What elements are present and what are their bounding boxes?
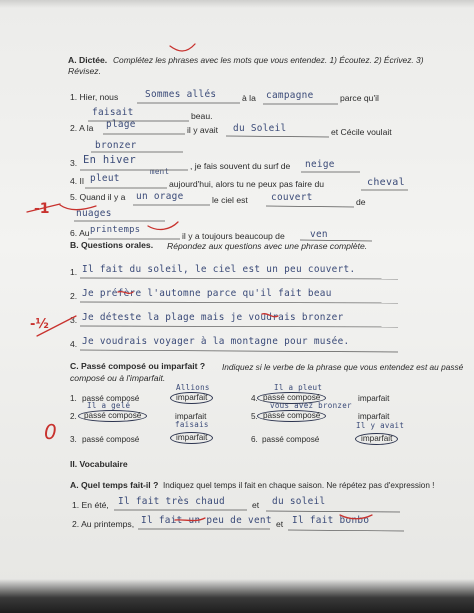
dictee-2-mid-2: et Cécile voulait [331, 127, 392, 137]
section-a-heading: A. Dictée. [68, 55, 108, 65]
dictee-5-prefix: 5. Quand il y a [70, 192, 126, 202]
dictee-4-answer-1: pleut [90, 173, 120, 184]
dictee-4-answer-1-correction: ment [150, 167, 170, 176]
c-4-note: Il a pleut [274, 383, 323, 392]
voc-1-and: et [252, 500, 260, 510]
section-a-instructions-2: Révisez. [68, 66, 101, 76]
dictee-1-answer-2: campagne [266, 90, 314, 101]
c-6-number: 6. [251, 435, 258, 444]
dictee-3-prefix: 3. [70, 158, 78, 168]
dictee-6-answer-1: printemps [90, 225, 141, 235]
c-4-number: 4. [251, 394, 258, 403]
c-4-imparfait[interactable]: imparfait [358, 394, 390, 403]
dictee-2-prefix: 2. A la [70, 123, 94, 133]
section-ii-a-title: A. Quel temps fait-il ? [70, 480, 159, 490]
voc-1-prefix: 1. En été, [72, 500, 109, 510]
oral-1-number: 1. [70, 267, 78, 277]
section-c-instructions-2: composé ou à l'imparfait. [70, 373, 166, 383]
grade-mark-1: -1 [34, 201, 50, 217]
dictee-5-answer-1: un orage [136, 191, 184, 202]
voc-2-answer-1: Il fait un peu de vent [141, 515, 272, 526]
section-a-title [68, 56, 107, 65]
dictee-2-answer-2: du Soleil [233, 123, 287, 134]
voc-1-answer-2: du soleil [272, 496, 326, 507]
dictee-5-mid-2: de [356, 197, 366, 207]
voc-2-answer-2: Il fait bonbo [292, 515, 370, 526]
dictee-4-answer-2: cheval [367, 177, 405, 188]
c-2-imparfait[interactable]: imparfait [175, 412, 207, 421]
c-5-passe-compose[interactable]: passé composé [257, 410, 326, 422]
c-1-note: Allions [176, 383, 210, 392]
section-a-instructions: Complétez les phrases avec les mots que vous entendez. 1) Écoutez. 2) Écrivez. 3) [113, 55, 424, 65]
dictee-1-mid-2: parce qu'il [340, 93, 379, 103]
dictee-3-mid-1: , je fais souvent du surf de [190, 161, 291, 171]
section-ii-a-instructions: Indiquez quel temps il fait en chaque saison. Ne répétez pas d'expression ! [163, 481, 435, 490]
dictee-1-mid-1: à la [242, 93, 256, 103]
dictee-5-mid-1: le ciel est [212, 195, 248, 205]
c-2-passe-compose[interactable]: passé composé [78, 410, 147, 422]
c-6-note: Il y avait [356, 421, 405, 430]
c-3-number: 3. [70, 435, 77, 444]
grade-mark-2: -½ [30, 317, 49, 332]
c-6-passe-compose[interactable]: passé composé [262, 435, 320, 444]
dictee-2-answer-3: bronzer [95, 140, 137, 151]
dictee-6-prefix: 6. Au [70, 228, 90, 238]
oral-3-answer: Je déteste la plage mais je voudrais bronzer [82, 312, 344, 323]
dictee-5-answer-3: nuages [76, 208, 112, 219]
c-4-passe-compose[interactable]: passé composé [257, 392, 326, 404]
page-top-shadow [0, 0, 474, 8]
oral-4-number: 4. [70, 339, 78, 349]
dictee-5-answer-2: couvert [271, 192, 313, 203]
oral-4-answer: Je voudrais voyager à la montagne pour musée. [82, 336, 350, 347]
c-2-number: 2. [70, 412, 77, 421]
dictee-2-mid-1: il y avait [187, 125, 219, 135]
oral-2-number: 2. [70, 291, 78, 301]
dictee-1-answer-3: faisait [92, 107, 134, 118]
section-c-instructions: Indiquez si le verbe de la phrase que vous entendez est au passé [222, 362, 464, 372]
c-1-passe-compose[interactable]: passé composé [82, 394, 140, 403]
c-2-note: Il a gelé [87, 401, 131, 410]
dictee-2-answer-1: plage [106, 119, 136, 130]
c-1-imparfait[interactable]: imparfait [170, 392, 213, 404]
dictee-6-mid-1: il y a toujours beaucoup de [182, 231, 285, 241]
dictee-3-answer-2: neige [305, 159, 335, 170]
oral-3-number: 3. [70, 315, 78, 325]
c-5-number: 5. [251, 412, 258, 421]
dictee-4-mid-1: aujourd'hui, alors tu ne peux pas faire du [169, 179, 324, 189]
dictee-3-answer-1: En hiver [83, 154, 136, 166]
oral-1-answer: Il fait du soleil, le ciel est un peu couvert. [82, 264, 356, 275]
voc-2-and: et [276, 519, 284, 529]
voc-1-answer-1: Il fait très chaud [118, 496, 225, 507]
dictee-4-prefix: 4. Il [70, 176, 84, 186]
c-6-imparfait[interactable]: imparfait [355, 433, 398, 445]
c-3-passe-compose[interactable]: passé composé [82, 435, 140, 444]
section-c-title: C. Passé composé ou imparfait ? [70, 361, 206, 371]
section-b-instructions: Répondez aux questions avec une phrase complète. [167, 241, 368, 251]
page-bottom-shadow [0, 579, 474, 613]
c-3-note: faisais [175, 420, 209, 429]
grade-mark-3: 0 [44, 420, 57, 444]
oral-2-answer: Je préfère l'automne parce qu'il fait beau [82, 288, 332, 299]
dictee-1-answer-1: Sommes allés [145, 89, 217, 100]
dictee-1-end: beau. [191, 111, 213, 121]
section-b-title: B. Questions orales. [70, 240, 154, 250]
c-5-imparfait[interactable]: imparfait [358, 412, 390, 421]
voc-2-prefix: 2. Au printemps, [72, 519, 135, 529]
dictee-6-answer-2: ven [310, 229, 328, 240]
c-5-note: vous avez bronzer [270, 401, 352, 410]
dictee-1-prefix: 1. Hier, nous [70, 92, 119, 102]
c-1-number: 1. [70, 394, 77, 403]
section-ii-title: II. Vocabulaire [70, 459, 128, 469]
c-3-imparfait[interactable]: imparfait [170, 432, 213, 444]
